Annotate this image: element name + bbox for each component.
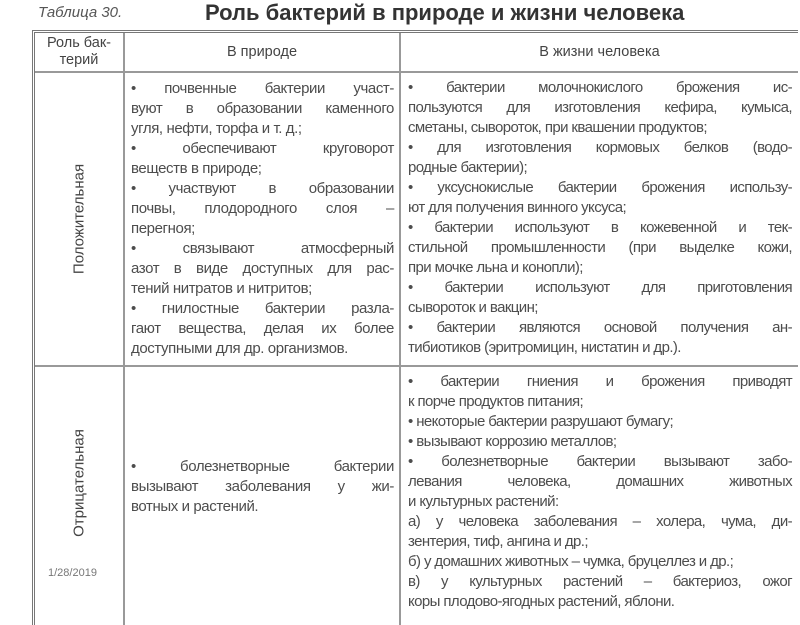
list-item [408,572,792,612]
list-item [131,79,394,139]
list-item [408,412,792,432]
page-title: Роль бактерий в природе и жизни человека [205,0,685,25]
row-negative-human [401,367,798,625]
header-nature [125,33,401,73]
list-item-line: тений нитратов и нитритов; [131,280,312,297]
list-item [408,178,792,218]
role-label: Отрицательная [70,429,88,537]
list-item [131,179,394,239]
role-label: Положительная [70,163,88,275]
list-item [408,512,792,552]
list-item-line: перегноя; [131,220,195,237]
list-item [408,318,792,358]
bullet-list [401,367,798,617]
list-item [408,452,792,512]
list-item [131,299,394,359]
header-role-label: Роль бак- терий [46,35,112,68]
list-item-line: коры плодово-ягодных растений, яблони. [408,593,675,610]
list-item-line: • бактерии молочнокислого брожения ис- [408,79,792,96]
header-nature-label: В природе [226,44,298,60]
list-item-line: зентерия, тиф, ангина и др.; [408,533,588,550]
list-item-line: вуют в образовании каменного [131,100,394,117]
list-item-line: • болезнетворные бактерии [131,458,394,475]
list-item-line: • связывают атмосферный [131,240,394,257]
list-item [131,239,394,299]
list-item-line: гают вещества, делая их более [131,320,394,337]
bacteria-role-table [32,30,798,625]
list-item-line: ют для получения винного уксуса; [408,199,627,216]
header-role [35,33,125,73]
list-item-line: при мочке льна и конопли); [408,259,583,276]
list-item-line: • почвенные бактерии участ- [131,80,394,97]
list-item-line: вызывают заболевания у жи- [131,478,394,495]
list-item-line: б) у домашних животных – чумка, бруцеллез и др.; [408,553,734,570]
list-item-line: • обеспечивают круговорот [131,140,394,157]
list-item-line: к порче продуктов питания; [408,393,584,410]
list-item-line: • бактерии используют в кожевенной и тек- [408,219,792,236]
row-negative-role [35,367,125,625]
list-item [408,372,792,412]
list-item-line: • для изготовления кормовых белков (водо- [408,139,792,156]
list-item-line: сметаны, сывороток, при квашении продуктов; [408,119,707,136]
list-item-line: а) у человека заболевания – холера, чума, ди- [408,513,792,530]
list-item-line: • болезнетворные бактерии вызывают забо- [408,453,792,470]
row-positive-nature [125,73,401,367]
list-item-line: сывороток и вакцин; [408,299,538,316]
header-human-label: В жизни человека [539,44,660,60]
list-item-line: • гнилостные бактерии разла- [131,300,394,317]
list-item [131,457,394,517]
bullet-list [401,73,798,363]
list-item-line: почвы, плодородного слоя – [131,200,394,217]
list-item-line: пользуются для изготовления кефира, кумыса, [408,99,792,116]
bullet-list [125,367,399,523]
list-item [408,278,792,318]
table-caption: Таблица 30. [38,4,123,21]
list-item-line: • вызывают коррозию металлов; [408,433,617,450]
list-item-line: • уксуснокислые бактерии брожения использу- [408,179,792,196]
list-item-line: • участвуют в образовании [131,180,394,197]
list-item-line: тибиотиков (эритромицин, нистатин и др.). [408,339,681,356]
list-item-line: • бактерии используют для приготовления [408,279,792,296]
bullet-list [125,73,399,365]
list-item-line: вотных и растений. [131,498,259,515]
row-positive-role [35,73,125,367]
list-item-line: • бактерии являются основой получения ан- [408,319,792,336]
list-item-line: в) у культурных растений – бактериоз, ожог [408,573,792,590]
list-item [131,139,394,179]
list-item [408,552,792,572]
row-negative-nature [125,367,401,625]
list-item-line: и культурных растений: [408,493,559,510]
list-item-line: азот в виде доступных для рас- [131,260,394,277]
list-item-line: • некоторые бактерии разрушают бумагу; [408,413,674,430]
list-item [408,432,792,452]
list-item-line: левания человека, домашних животных [408,473,792,490]
row-positive-human [401,73,798,367]
list-item [408,218,792,278]
list-item [408,78,792,138]
list-item-line: стильной промышленности (при выделке кожи, [408,239,792,256]
list-item-line: • бактерии гниения и брожения приводят [408,373,792,390]
header-human [401,33,798,73]
list-item [408,138,792,178]
slide-date: 1/28/2019 [48,567,97,579]
list-item-line: веществ в природе; [131,160,262,177]
list-item-line: доступными для др. организмов. [131,340,348,357]
list-item-line: родные бактерии); [408,159,528,176]
list-item-line: угля, нефти, торфа и т. д.; [131,120,302,137]
